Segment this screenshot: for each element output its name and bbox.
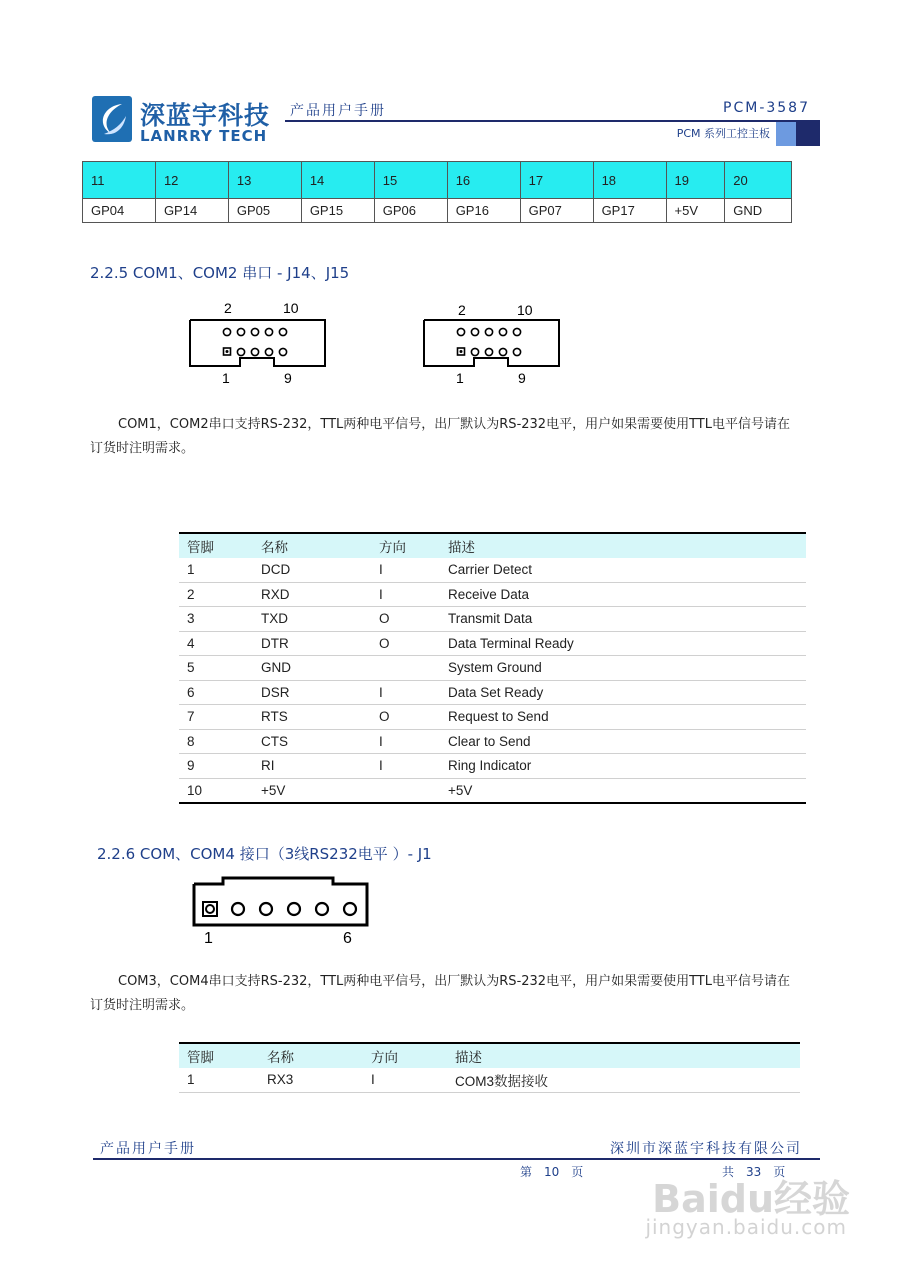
table-cell: TXD	[253, 607, 371, 632]
pin-label: 2	[224, 300, 232, 316]
column-header: 方向	[371, 533, 440, 558]
table-cell: I	[371, 754, 440, 779]
table-cell: 7	[179, 705, 253, 730]
table-row	[179, 1068, 800, 1092]
table-cell: 15	[374, 162, 447, 199]
footer-total-pages: 共 33 页	[722, 1165, 786, 1179]
table-cell: 16	[447, 162, 520, 199]
table-cell: 6	[179, 680, 253, 705]
table-row	[179, 754, 806, 779]
table-cell: 12	[155, 162, 228, 199]
table-cell: 2	[179, 582, 253, 607]
table-row	[179, 680, 806, 705]
com1-com2-pin-table	[179, 532, 806, 804]
table-cell: I	[371, 582, 440, 607]
table-cell: CTS	[253, 729, 371, 754]
table-cell	[371, 656, 440, 681]
table-cell: GP16	[447, 199, 520, 223]
table-cell: 13	[228, 162, 301, 199]
table-cell: 18	[593, 162, 666, 199]
table-cell: 1	[179, 558, 253, 582]
table-cell: 9	[179, 754, 253, 779]
pin-label: 10	[517, 302, 533, 318]
description-line: 订货时注明需求。	[90, 441, 195, 456]
pin-label: 10	[283, 300, 299, 316]
table-cell: 8	[179, 729, 253, 754]
com3-com4-description	[90, 970, 825, 1018]
description-line: 订货时注明需求。	[90, 998, 195, 1013]
company-logo-icon	[92, 96, 132, 142]
pin-label: 6	[343, 930, 352, 947]
table-cell: GP06	[374, 199, 447, 223]
table-cell: Transmit Data	[440, 607, 806, 632]
table-cell: GP15	[301, 199, 374, 223]
table-row	[83, 199, 792, 223]
com1-com2-connector-diagram	[180, 296, 580, 392]
column-header: 管脚	[179, 1043, 259, 1068]
table-cell: Request to Send	[440, 705, 806, 730]
column-header: 名称	[253, 533, 371, 558]
table-cell: 17	[520, 162, 593, 199]
com3-com4-pin-table	[179, 1042, 800, 1093]
table-cell: 4	[179, 631, 253, 656]
logo-company-english: LANRRY TECH	[140, 127, 268, 145]
table-cell: +5V	[253, 778, 371, 803]
table-row	[179, 558, 806, 582]
table-cell: System Ground	[440, 656, 806, 681]
table-cell: 20	[725, 162, 792, 199]
section-title-com1-com2: 2.2.5 COM1、COM2 串口 - J14、J15	[90, 264, 350, 282]
table-cell: RI	[253, 754, 371, 779]
table-cell: 5	[179, 656, 253, 681]
table-cell: I	[371, 729, 440, 754]
table-cell: Clear to Send	[440, 729, 806, 754]
logo-company-name: 深蓝宇科技	[140, 101, 271, 130]
header-accent-light	[776, 122, 796, 146]
table-row	[179, 778, 806, 803]
table-cell: 3	[179, 607, 253, 632]
header-divider	[285, 120, 820, 122]
table-row	[179, 705, 806, 730]
table-row	[179, 656, 806, 681]
section-title-com3-com4: 2.2.6 COM、COM4 接口（3线RS232电平 ）- J1	[97, 845, 432, 863]
column-header: 描述	[447, 1043, 800, 1068]
table-row	[179, 607, 806, 632]
table-cell: O	[371, 705, 440, 730]
table-cell: 11	[83, 162, 156, 199]
table-cell: Carrier Detect	[440, 558, 806, 582]
table-cell: GP14	[155, 199, 228, 223]
watermark-url: jingyan.baidu.com	[645, 1215, 847, 1239]
table-cell: 1	[179, 1068, 259, 1092]
column-header: 管脚	[179, 533, 253, 558]
table-row	[179, 582, 806, 607]
table-cell: DTR	[253, 631, 371, 656]
table-cell: +5V	[666, 199, 725, 223]
table-cell: I	[371, 680, 440, 705]
table-cell: GND	[725, 199, 792, 223]
table-cell: GP04	[83, 199, 156, 223]
pin-label: 1	[204, 930, 213, 947]
table-cell: RXD	[253, 582, 371, 607]
header-accent-dark	[796, 122, 820, 146]
table-cell: O	[371, 631, 440, 656]
connector-j14	[190, 300, 325, 386]
table-cell: 14	[301, 162, 374, 199]
table-header-row	[179, 1043, 800, 1068]
table-cell: Data Set Ready	[440, 680, 806, 705]
table-cell: RTS	[253, 705, 371, 730]
description-line: COM1，COM2串口支持RS-232，TTL两种电平信号，出厂默认为RS-232电平，用户如果需要使用TTL电平信号请在	[118, 417, 790, 432]
table-cell: GP05	[228, 199, 301, 223]
column-header: 方向	[363, 1043, 447, 1068]
table-cell: DCD	[253, 558, 371, 582]
column-header: 描述	[440, 533, 806, 558]
header-model: PCM-3587	[723, 100, 810, 116]
table-cell: GND	[253, 656, 371, 681]
footer-manual-title: 产品用户手册	[100, 1141, 196, 1157]
table-cell: 19	[666, 162, 725, 199]
table-cell: GP07	[520, 199, 593, 223]
pin-label: 2	[458, 302, 466, 318]
column-header: 名称	[259, 1043, 363, 1068]
gpio-pin-table	[82, 161, 792, 223]
pin-label: 9	[284, 370, 292, 386]
footer-company: 深圳市深蓝宇科技有限公司	[610, 1141, 802, 1157]
pin-label: 1	[222, 370, 230, 386]
table-cell: I	[363, 1068, 447, 1092]
table-cell: Ring Indicator	[440, 754, 806, 779]
table-cell: RX3	[259, 1068, 363, 1092]
table-row	[179, 729, 806, 754]
table-cell: I	[371, 558, 440, 582]
table-cell: Data Terminal Ready	[440, 631, 806, 656]
pin-label: 1	[456, 370, 464, 386]
table-row	[83, 162, 792, 199]
baidu-watermark: Baidu经验	[652, 1177, 850, 1221]
table-cell: Receive Data	[440, 582, 806, 607]
table-cell: DSR	[253, 680, 371, 705]
description-line: COM3，COM4串口支持RS-232，TTL两种电平信号，出厂默认为RS-232电平，用户如果需要使用TTL电平信号请在	[118, 974, 790, 989]
table-cell: 10	[179, 778, 253, 803]
connector-j15	[424, 302, 559, 386]
table-cell: O	[371, 607, 440, 632]
pin-label: 9	[518, 370, 526, 386]
table-cell	[371, 778, 440, 803]
table-cell: +5V	[440, 778, 806, 803]
com1-com2-description	[90, 413, 825, 461]
header-manual-title: 产品用户手册	[290, 103, 386, 119]
footer-divider	[93, 1158, 820, 1160]
table-row	[179, 631, 806, 656]
footer-page-number: 第 10 页	[520, 1165, 584, 1179]
table-cell: GP17	[593, 199, 666, 223]
com3-com4-connector-diagram	[185, 875, 385, 950]
table-cell: COM3数据接收	[447, 1068, 800, 1092]
header-subtitle: PCM 系列工控主板	[676, 127, 770, 140]
table-header-row	[179, 533, 806, 558]
